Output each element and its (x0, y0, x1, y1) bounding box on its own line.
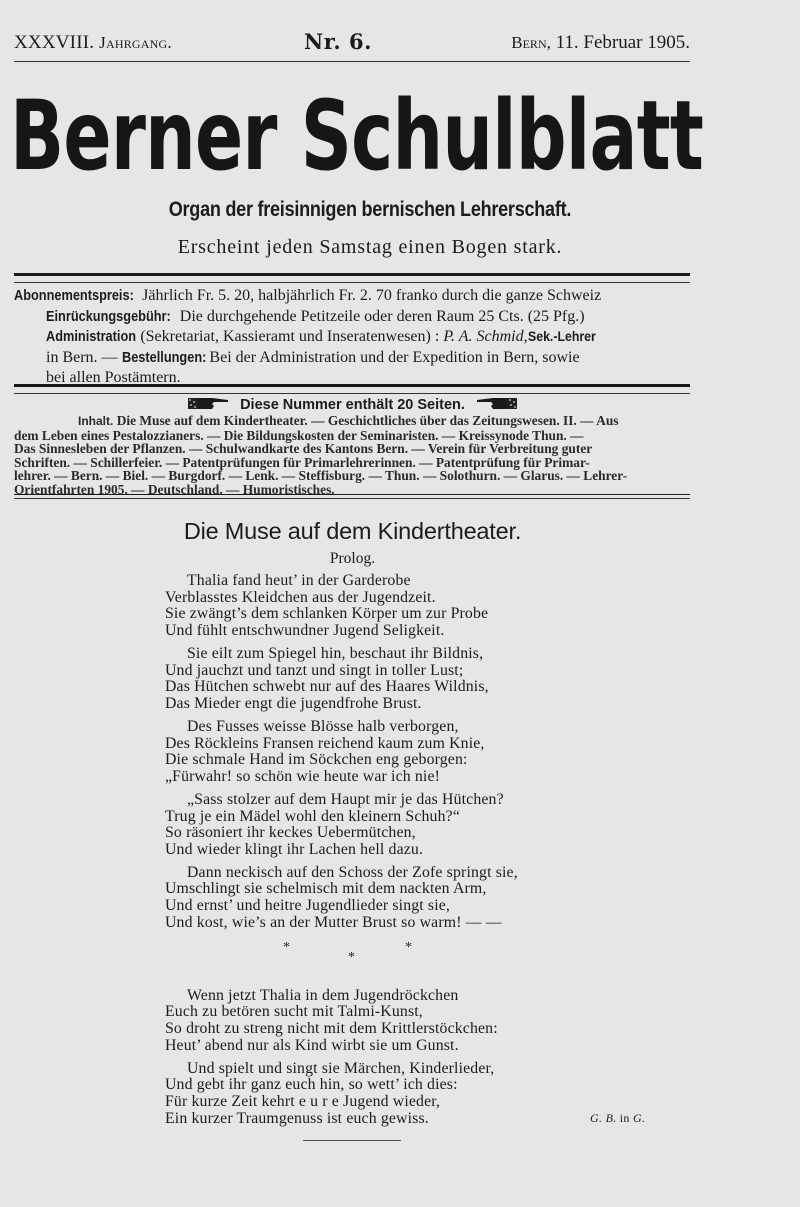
info-double-rule (14, 384, 690, 394)
subscription-text: Jährlich Fr. 5. 20, halbjährlich Fr. 2. 70 franko durch die ganze Schweiz (138, 287, 602, 304)
poem-line: Heut’ abend nur als Kind wirbt sie um Gunst. (165, 1036, 459, 1054)
poem-stanza (165, 573, 625, 639)
poem-line: So räsoniert ihr keckes Uebermütchen, (165, 824, 416, 842)
volume-label (14, 30, 172, 56)
contents-line-text: Die Muse auf dem Kindertheater. — Geschichtliches über das Zeitungswesen. II. — Aus (113, 413, 619, 428)
issue-header (14, 30, 690, 56)
contents-line: dem Leben eines Pestalozzianers. — Die Bildungskosten der Seminaristen. — Kreissynode Thun. — (14, 427, 584, 443)
contents-line: lehrer. — Bern. — Biel. — Burgdorf. — Lenk. — Steffisburg. — Thun. — Solothurn. — Glarus. — Lehrer- (14, 468, 628, 484)
administrator-role: Sek.-Lehrer (527, 328, 596, 344)
issue-number: Nr. 6. (304, 29, 372, 54)
masthead-frequency: Erscheint jeden Samstag einen Bogen stark. (177, 236, 563, 258)
poem-line: Des Fusses weisse Blösse halb verborgen, (187, 717, 459, 735)
article-end-rule (303, 1140, 401, 1141)
poem-stanza (165, 865, 625, 931)
poem-line: Euch zu betören sucht mit Talmi-Kunst, (165, 1003, 423, 1021)
subscription-label: Abonnementspreis: (14, 288, 134, 304)
poem-stanza (165, 792, 625, 858)
poem-line: Umschlingt sie schelmisch mit dem nackten Arm, (165, 880, 487, 898)
poem-line: Für kurze Zeit kehrt e u r e Jugend wieder, (165, 1093, 441, 1110)
masthead-double-rule (14, 273, 690, 283)
poem-line: Die schmale Hand im Söckchen eng geborgen: (165, 751, 468, 769)
volume-word: Jahrgang. (99, 33, 172, 52)
poem-line: Und ernst’ und heitre Jugendlieder singt sie, (165, 897, 451, 915)
issue-date (511, 30, 690, 56)
orders-label: Bestellungen: (121, 349, 206, 366)
poem-line: Sie zwängt’s dem schlanken Körper um zur Probe (165, 605, 489, 623)
poem-stanza (165, 719, 625, 785)
info-line-orders (14, 348, 694, 369)
poem-line: Und fühlt entschwundner Jugend Seligkeit. (165, 621, 445, 639)
administration-text: (Sekretariat, Kassieramt und Inseratenwesen) : (136, 328, 444, 345)
poem-line: So droht zu streng nicht mit dem Krittlerstöckchen: (165, 1020, 498, 1038)
poem (165, 573, 625, 1134)
contents-line: Schriften. — Schillerfeier. — Patentprüfungen für Primarlehrerinnen. — Patentprüfung für Primar- (14, 454, 590, 470)
subtitle-text: Organ der freisinnigen bernischen Lehrerschaft. (168, 198, 572, 221)
insertion-label: Einrückungsgebühr: (46, 308, 171, 325)
masthead-subtitle (0, 198, 740, 222)
separator-asterisk: * (348, 949, 356, 965)
poem-line: Dann neckisch auf den Schoss der Zofe springt sie, (187, 863, 518, 881)
volume-number: XXXVIII. (14, 32, 95, 53)
section-separator (165, 938, 625, 988)
separator-asterisk: * (405, 939, 413, 955)
poem-line: Sie eilt zum Spiegel hin, beschaut ihr Bildnis, (187, 644, 484, 662)
poem-line: Ein kurzer Traumgenuss ist euch gewiss. (165, 1109, 429, 1127)
table-of-contents (14, 414, 694, 497)
poem-line: „Sass stolzer auf dem Haupt mir je das Hütchen? (187, 790, 504, 808)
info-line-subscription (14, 286, 694, 307)
poem-line: Und jauchzt und tanzt und singt in toller Lust; (165, 661, 464, 679)
header-rule (14, 61, 690, 62)
administration-label: Administration (46, 329, 137, 345)
contents-label: Inhalt. (78, 414, 114, 428)
poem-line: Und spielt und singt sie Märchen, Kinderlieder, (187, 1059, 495, 1077)
signature-initials: G. B. (590, 1111, 617, 1125)
insertion-text: Die durchgehende Petitzeile oder deren Raum 25 Cts. (25 Pfg.) (175, 307, 585, 325)
contents-line: Das Sinnesleben der Pflanzen. — Schulwandkarte des Kantons Bern. — Verein für Verbreitung guter (14, 441, 593, 457)
pointing-hand-right-icon (188, 396, 230, 414)
poem-line: Thalia fand heut’ in der Garderobe (187, 572, 411, 589)
orders-text: Bei der Administration und der Expedition in Bern, sowie (205, 348, 580, 366)
masthead-title: Berner Schulblatt (10, 80, 704, 192)
poem-line: Das Mieder engt die jugendfrohe Brust. (165, 694, 422, 712)
notice-text: Diese Nummer enthält 20 Seiten. (240, 396, 465, 413)
signature-in: in (616, 1111, 634, 1125)
author-signature (590, 1111, 645, 1126)
subscription-info (14, 286, 694, 388)
orders-prefix: in Bern. — (46, 348, 122, 366)
poem-line: Wenn jetzt Thalia in dem Jugendröckchen (187, 986, 459, 1004)
separator-asterisk: * (283, 939, 291, 955)
article-title: Die Muse auf dem Kindertheater. (183, 518, 522, 544)
info-line-administration (14, 327, 694, 348)
poem-line: Das Hütchen schwebt nur auf des Haares Wildnis, (165, 678, 489, 696)
contents-line (14, 414, 694, 429)
contents-line: Orientfahrten 1905. — Deutschland. — Humoristisches. (14, 481, 335, 497)
signature-place: G. (633, 1111, 646, 1125)
contents-rule (14, 494, 690, 499)
article-subtitle: Prolog. (329, 550, 376, 567)
poem-line: Des Röckleins Fransen reichend kaum zum Knie, (165, 734, 485, 752)
poem-line: Und kost, wie’s an der Mutter Brust so warm! — — (165, 913, 502, 931)
poem-line: „Fürwahr! so schön wie heute war ich nie! (165, 767, 441, 785)
poem-line: Und gebt ihr ganz euch hin, so wett’ ich dies: (165, 1076, 458, 1094)
poem-stanza (165, 646, 625, 712)
info-line-postoffices: bei allen Postämtern. (46, 369, 181, 386)
administrator-name: P. A. Schmid, (443, 328, 528, 345)
poem-stanza (165, 988, 625, 1054)
poem-line: Verblasstes Kleidchen aus der Jugendzeit. (165, 588, 436, 606)
issue-place: Bern, (511, 33, 551, 52)
poem-line: Trug je ein Mädel wohl den kleinern Schuh?“ (165, 807, 460, 825)
info-line-insertion (14, 307, 694, 328)
poem-stanza (165, 1061, 625, 1127)
page-count-notice (0, 396, 705, 414)
issue-date-text: 11. Februar 1905. (550, 32, 690, 53)
poem-line: Und wieder klingt ihr Lachen hell dazu. (165, 840, 424, 858)
pointing-hand-left-icon (475, 396, 517, 414)
